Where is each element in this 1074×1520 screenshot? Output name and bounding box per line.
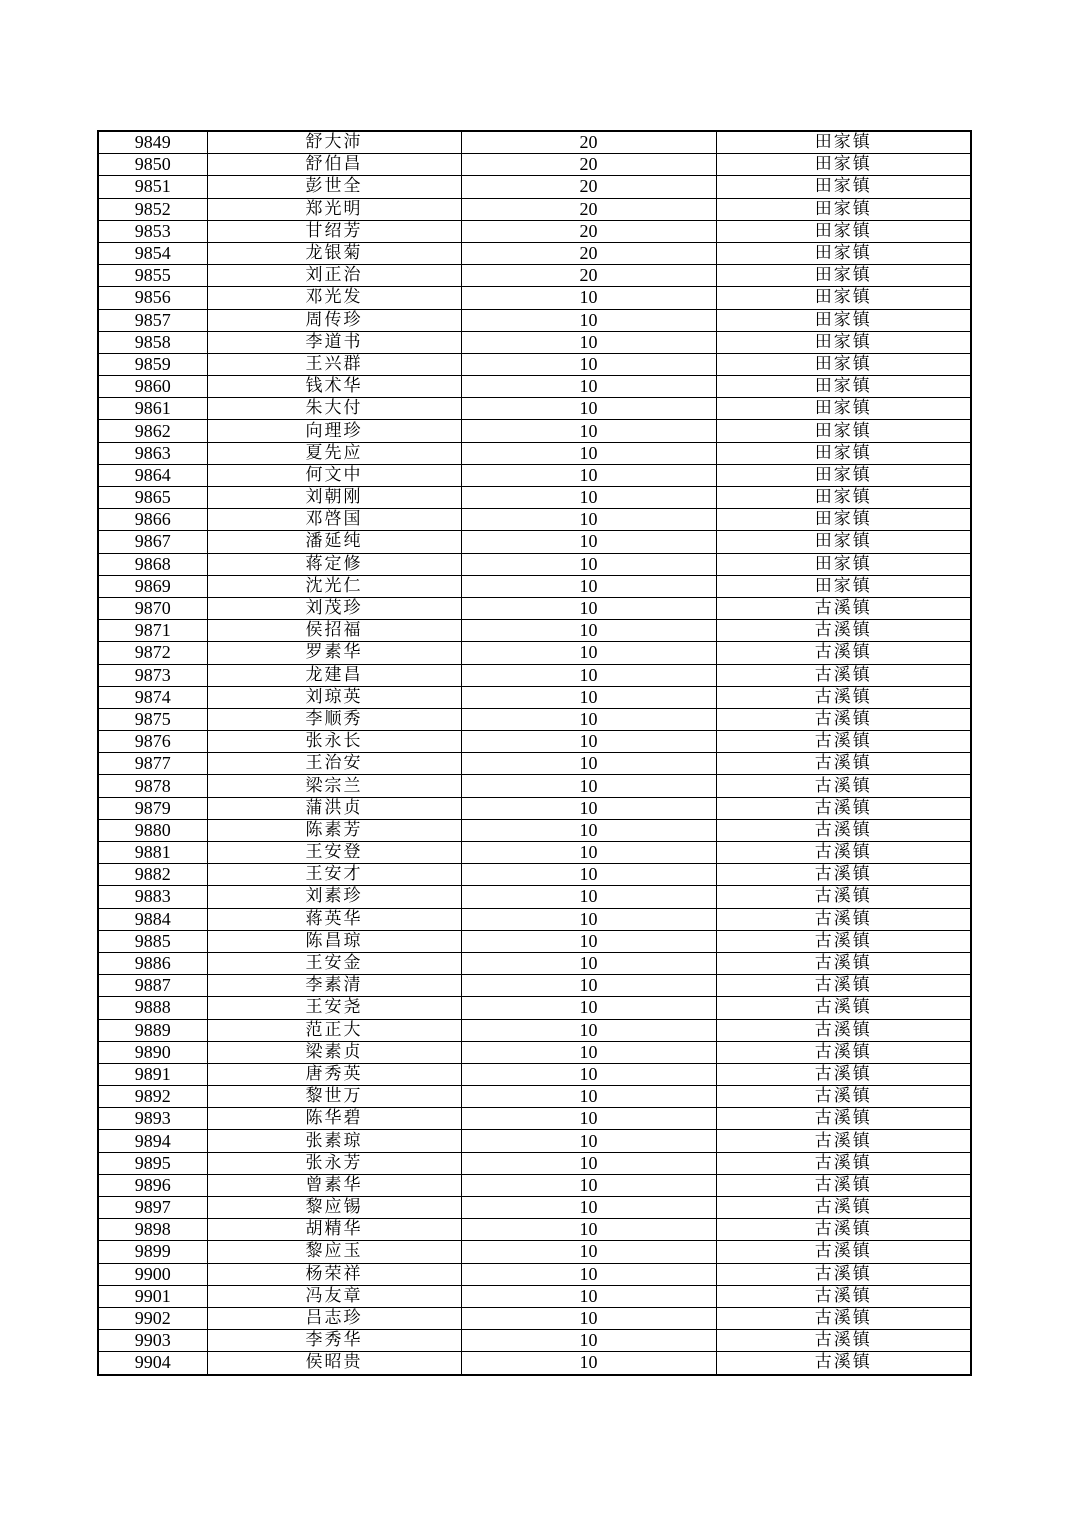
person-name-cell: 刘朝刚 bbox=[207, 487, 461, 509]
person-name-cell: 梁素贞 bbox=[207, 1041, 461, 1063]
row-number-cell: 9862 bbox=[98, 420, 207, 442]
town-cell: 田家镇 bbox=[716, 265, 971, 287]
row-number-cell: 9890 bbox=[98, 1041, 207, 1063]
amount-cell: 20 bbox=[461, 154, 716, 176]
row-number-cell: 9859 bbox=[98, 353, 207, 375]
amount-cell: 10 bbox=[461, 753, 716, 775]
town-cell: 田家镇 bbox=[716, 198, 971, 220]
person-name-cell: 王安登 bbox=[207, 842, 461, 864]
amount-cell: 10 bbox=[461, 908, 716, 930]
amount-cell: 10 bbox=[461, 842, 716, 864]
amount-cell: 10 bbox=[461, 664, 716, 686]
person-name-cell: 杨荣祥 bbox=[207, 1263, 461, 1285]
table-row bbox=[98, 908, 971, 930]
row-number-cell: 9865 bbox=[98, 487, 207, 509]
amount-cell: 10 bbox=[461, 398, 716, 420]
table-row bbox=[98, 842, 971, 864]
amount-cell: 10 bbox=[461, 487, 716, 509]
town-cell: 古溪镇 bbox=[716, 686, 971, 708]
amount-cell: 10 bbox=[461, 1197, 716, 1219]
amount-cell: 10 bbox=[461, 1219, 716, 1241]
amount-cell: 10 bbox=[461, 575, 716, 597]
town-cell: 古溪镇 bbox=[716, 642, 971, 664]
table-row bbox=[98, 1086, 971, 1108]
person-name-cell: 侯昭贵 bbox=[207, 1352, 461, 1375]
town-cell: 古溪镇 bbox=[716, 908, 971, 930]
amount-cell: 10 bbox=[461, 1063, 716, 1085]
person-name-cell: 王兴群 bbox=[207, 353, 461, 375]
person-name-cell: 朱大付 bbox=[207, 398, 461, 420]
town-cell: 古溪镇 bbox=[716, 886, 971, 908]
row-number-cell: 9904 bbox=[98, 1352, 207, 1375]
table-row bbox=[98, 1019, 971, 1041]
person-name-cell: 王安才 bbox=[207, 864, 461, 886]
table-row bbox=[98, 664, 971, 686]
person-name-cell: 王安尧 bbox=[207, 997, 461, 1019]
table-row bbox=[98, 775, 971, 797]
town-cell: 古溪镇 bbox=[716, 708, 971, 730]
person-name-cell: 李顺秀 bbox=[207, 708, 461, 730]
town-cell: 古溪镇 bbox=[716, 842, 971, 864]
amount-cell: 10 bbox=[461, 1241, 716, 1263]
amount-cell: 20 bbox=[461, 242, 716, 264]
person-name-cell: 王治安 bbox=[207, 753, 461, 775]
town-cell: 田家镇 bbox=[716, 398, 971, 420]
town-cell: 古溪镇 bbox=[716, 1019, 971, 1041]
town-cell: 古溪镇 bbox=[716, 1352, 971, 1375]
town-cell: 田家镇 bbox=[716, 176, 971, 198]
town-cell: 田家镇 bbox=[716, 131, 971, 154]
person-name-cell: 刘茂珍 bbox=[207, 597, 461, 619]
table-row bbox=[98, 597, 971, 619]
row-number-cell: 9863 bbox=[98, 442, 207, 464]
table-row bbox=[98, 287, 971, 309]
person-name-cell: 潘延纯 bbox=[207, 531, 461, 553]
row-number-cell: 9851 bbox=[98, 176, 207, 198]
town-cell: 古溪镇 bbox=[716, 1241, 971, 1263]
table-row bbox=[98, 1263, 971, 1285]
amount-cell: 10 bbox=[461, 309, 716, 331]
row-number-cell: 9850 bbox=[98, 154, 207, 176]
amount-cell: 10 bbox=[461, 1263, 716, 1285]
amount-cell: 10 bbox=[461, 376, 716, 398]
person-name-cell: 张永芳 bbox=[207, 1152, 461, 1174]
town-cell: 古溪镇 bbox=[716, 975, 971, 997]
town-cell: 古溪镇 bbox=[716, 819, 971, 841]
row-number-cell: 9885 bbox=[98, 930, 207, 952]
person-name-cell: 甘绍芳 bbox=[207, 220, 461, 242]
town-cell: 古溪镇 bbox=[716, 731, 971, 753]
town-cell: 古溪镇 bbox=[716, 797, 971, 819]
row-number-cell: 9854 bbox=[98, 242, 207, 264]
person-name-cell: 舒伯昌 bbox=[207, 154, 461, 176]
town-cell: 田家镇 bbox=[716, 242, 971, 264]
town-cell: 田家镇 bbox=[716, 353, 971, 375]
row-number-cell: 9878 bbox=[98, 775, 207, 797]
row-number-cell: 9868 bbox=[98, 553, 207, 575]
amount-cell: 10 bbox=[461, 642, 716, 664]
table-row bbox=[98, 797, 971, 819]
table-row bbox=[98, 1219, 971, 1241]
town-cell: 古溪镇 bbox=[716, 597, 971, 619]
amount-cell: 10 bbox=[461, 353, 716, 375]
town-cell: 田家镇 bbox=[716, 509, 971, 531]
town-cell: 古溪镇 bbox=[716, 1086, 971, 1108]
person-name-cell: 张素琼 bbox=[207, 1130, 461, 1152]
table-row bbox=[98, 997, 971, 1019]
person-name-cell: 蒋定修 bbox=[207, 553, 461, 575]
amount-cell: 10 bbox=[461, 1285, 716, 1307]
amount-cell: 10 bbox=[461, 1174, 716, 1196]
row-number-cell: 9876 bbox=[98, 731, 207, 753]
row-number-cell: 9860 bbox=[98, 376, 207, 398]
person-name-cell: 李道书 bbox=[207, 331, 461, 353]
table-row bbox=[98, 952, 971, 974]
table-row bbox=[98, 442, 971, 464]
table-row bbox=[98, 975, 971, 997]
amount-cell: 10 bbox=[461, 1086, 716, 1108]
row-number-cell: 9856 bbox=[98, 287, 207, 309]
row-number-cell: 9852 bbox=[98, 198, 207, 220]
amount-cell: 20 bbox=[461, 220, 716, 242]
town-cell: 田家镇 bbox=[716, 553, 971, 575]
table-row bbox=[98, 198, 971, 220]
row-number-cell: 9899 bbox=[98, 1241, 207, 1263]
amount-cell: 10 bbox=[461, 686, 716, 708]
amount-cell: 10 bbox=[461, 597, 716, 619]
amount-cell: 10 bbox=[461, 952, 716, 974]
person-name-cell: 刘正治 bbox=[207, 265, 461, 287]
amount-cell: 10 bbox=[461, 1108, 716, 1130]
town-cell: 古溪镇 bbox=[716, 1285, 971, 1307]
town-cell: 田家镇 bbox=[716, 309, 971, 331]
amount-cell: 10 bbox=[461, 509, 716, 531]
table-row bbox=[98, 509, 971, 531]
table-row bbox=[98, 1152, 971, 1174]
town-cell: 古溪镇 bbox=[716, 1174, 971, 1196]
person-name-cell: 刘琼英 bbox=[207, 686, 461, 708]
table-row bbox=[98, 753, 971, 775]
person-name-cell: 龙建昌 bbox=[207, 664, 461, 686]
person-name-cell: 陈素芳 bbox=[207, 819, 461, 841]
amount-cell: 10 bbox=[461, 930, 716, 952]
town-cell: 田家镇 bbox=[716, 154, 971, 176]
row-number-cell: 9894 bbox=[98, 1130, 207, 1152]
amount-cell: 10 bbox=[461, 886, 716, 908]
row-number-cell: 9871 bbox=[98, 620, 207, 642]
town-cell: 古溪镇 bbox=[716, 1219, 971, 1241]
town-cell: 田家镇 bbox=[716, 376, 971, 398]
roster-table-body bbox=[98, 131, 971, 1375]
table-row bbox=[98, 464, 971, 486]
row-number-cell: 9849 bbox=[98, 131, 207, 154]
row-number-cell: 9855 bbox=[98, 265, 207, 287]
town-cell: 古溪镇 bbox=[716, 620, 971, 642]
row-number-cell: 9882 bbox=[98, 864, 207, 886]
table-row bbox=[98, 398, 971, 420]
amount-cell: 20 bbox=[461, 131, 716, 154]
row-number-cell: 9857 bbox=[98, 309, 207, 331]
amount-cell: 10 bbox=[461, 442, 716, 464]
person-name-cell: 胡精华 bbox=[207, 1219, 461, 1241]
town-cell: 古溪镇 bbox=[716, 997, 971, 1019]
table-row bbox=[98, 1041, 971, 1063]
person-name-cell: 蒲洪贞 bbox=[207, 797, 461, 819]
town-cell: 田家镇 bbox=[716, 220, 971, 242]
table-row bbox=[98, 930, 971, 952]
row-number-cell: 9886 bbox=[98, 952, 207, 974]
town-cell: 古溪镇 bbox=[716, 1330, 971, 1352]
person-name-cell: 陈昌琼 bbox=[207, 930, 461, 952]
person-name-cell: 夏先应 bbox=[207, 442, 461, 464]
amount-cell: 10 bbox=[461, 531, 716, 553]
person-name-cell: 黎世万 bbox=[207, 1086, 461, 1108]
person-name-cell: 黎应玉 bbox=[207, 1241, 461, 1263]
amount-cell: 10 bbox=[461, 864, 716, 886]
town-cell: 古溪镇 bbox=[716, 1130, 971, 1152]
town-cell: 古溪镇 bbox=[716, 864, 971, 886]
person-name-cell: 范正大 bbox=[207, 1019, 461, 1041]
person-name-cell: 冯友章 bbox=[207, 1285, 461, 1307]
amount-cell: 10 bbox=[461, 1330, 716, 1352]
person-name-cell: 刘素珍 bbox=[207, 886, 461, 908]
amount-cell: 10 bbox=[461, 420, 716, 442]
town-cell: 古溪镇 bbox=[716, 1197, 971, 1219]
amount-cell: 10 bbox=[461, 1152, 716, 1174]
amount-cell: 10 bbox=[461, 1130, 716, 1152]
town-cell: 古溪镇 bbox=[716, 753, 971, 775]
town-cell: 古溪镇 bbox=[716, 1108, 971, 1130]
table-row bbox=[98, 1241, 971, 1263]
person-name-cell: 李素清 bbox=[207, 975, 461, 997]
amount-cell: 10 bbox=[461, 287, 716, 309]
person-name-cell: 王安金 bbox=[207, 952, 461, 974]
person-name-cell: 吕志珍 bbox=[207, 1307, 461, 1329]
row-number-cell: 9875 bbox=[98, 708, 207, 730]
table-row bbox=[98, 686, 971, 708]
row-number-cell: 9867 bbox=[98, 531, 207, 553]
row-number-cell: 9895 bbox=[98, 1152, 207, 1174]
amount-cell: 10 bbox=[461, 553, 716, 575]
person-name-cell: 彭世全 bbox=[207, 176, 461, 198]
person-name-cell: 张永长 bbox=[207, 731, 461, 753]
row-number-cell: 9887 bbox=[98, 975, 207, 997]
row-number-cell: 9874 bbox=[98, 686, 207, 708]
table-row bbox=[98, 731, 971, 753]
row-number-cell: 9870 bbox=[98, 597, 207, 619]
table-row bbox=[98, 1108, 971, 1130]
row-number-cell: 9896 bbox=[98, 1174, 207, 1196]
table-row bbox=[98, 176, 971, 198]
town-cell: 田家镇 bbox=[716, 287, 971, 309]
row-number-cell: 9903 bbox=[98, 1330, 207, 1352]
amount-cell: 10 bbox=[461, 819, 716, 841]
table-row bbox=[98, 242, 971, 264]
row-number-cell: 9900 bbox=[98, 1263, 207, 1285]
town-cell: 田家镇 bbox=[716, 531, 971, 553]
amount-cell: 10 bbox=[461, 975, 716, 997]
row-number-cell: 9889 bbox=[98, 1019, 207, 1041]
amount-cell: 10 bbox=[461, 331, 716, 353]
table-row bbox=[98, 531, 971, 553]
table-row bbox=[98, 1197, 971, 1219]
person-name-cell: 钱术华 bbox=[207, 376, 461, 398]
row-number-cell: 9877 bbox=[98, 753, 207, 775]
row-number-cell: 9884 bbox=[98, 908, 207, 930]
town-cell: 古溪镇 bbox=[716, 1307, 971, 1329]
row-number-cell: 9891 bbox=[98, 1063, 207, 1085]
table-row bbox=[98, 420, 971, 442]
amount-cell: 10 bbox=[461, 1019, 716, 1041]
row-number-cell: 9898 bbox=[98, 1219, 207, 1241]
town-cell: 田家镇 bbox=[716, 487, 971, 509]
person-name-cell: 邓啓国 bbox=[207, 509, 461, 531]
table-row bbox=[98, 1130, 971, 1152]
person-name-cell: 梁宗兰 bbox=[207, 775, 461, 797]
person-name-cell: 舒大沛 bbox=[207, 131, 461, 154]
amount-cell: 10 bbox=[461, 1041, 716, 1063]
table-row bbox=[98, 220, 971, 242]
person-name-cell: 邓光发 bbox=[207, 287, 461, 309]
amount-cell: 10 bbox=[461, 997, 716, 1019]
roster-table bbox=[97, 130, 972, 1376]
table-row bbox=[98, 642, 971, 664]
row-number-cell: 9872 bbox=[98, 642, 207, 664]
person-name-cell: 沈光仁 bbox=[207, 575, 461, 597]
table-row bbox=[98, 309, 971, 331]
row-number-cell: 9881 bbox=[98, 842, 207, 864]
amount-cell: 10 bbox=[461, 775, 716, 797]
town-cell: 古溪镇 bbox=[716, 1063, 971, 1085]
amount-cell: 10 bbox=[461, 620, 716, 642]
row-number-cell: 9901 bbox=[98, 1285, 207, 1307]
table-row bbox=[98, 154, 971, 176]
person-name-cell: 龙银菊 bbox=[207, 242, 461, 264]
table-row bbox=[98, 376, 971, 398]
person-name-cell: 罗素华 bbox=[207, 642, 461, 664]
row-number-cell: 9897 bbox=[98, 1197, 207, 1219]
town-cell: 古溪镇 bbox=[716, 1041, 971, 1063]
table-row bbox=[98, 1063, 971, 1085]
table-row bbox=[98, 819, 971, 841]
amount-cell: 10 bbox=[461, 708, 716, 730]
amount-cell: 10 bbox=[461, 1352, 716, 1375]
person-name-cell: 曾素华 bbox=[207, 1174, 461, 1196]
town-cell: 古溪镇 bbox=[716, 1152, 971, 1174]
row-number-cell: 9892 bbox=[98, 1086, 207, 1108]
row-number-cell: 9883 bbox=[98, 886, 207, 908]
table-row bbox=[98, 487, 971, 509]
row-number-cell: 9893 bbox=[98, 1108, 207, 1130]
person-name-cell: 郑光明 bbox=[207, 198, 461, 220]
table-row bbox=[98, 575, 971, 597]
person-name-cell: 唐秀英 bbox=[207, 1063, 461, 1085]
row-number-cell: 9853 bbox=[98, 220, 207, 242]
town-cell: 古溪镇 bbox=[716, 664, 971, 686]
amount-cell: 10 bbox=[461, 731, 716, 753]
person-name-cell: 周传珍 bbox=[207, 309, 461, 331]
town-cell: 田家镇 bbox=[716, 420, 971, 442]
town-cell: 古溪镇 bbox=[716, 1263, 971, 1285]
amount-cell: 20 bbox=[461, 176, 716, 198]
amount-cell: 10 bbox=[461, 464, 716, 486]
person-name-cell: 李秀华 bbox=[207, 1330, 461, 1352]
amount-cell: 10 bbox=[461, 1307, 716, 1329]
table-row bbox=[98, 353, 971, 375]
person-name-cell: 向理珍 bbox=[207, 420, 461, 442]
table-row bbox=[98, 708, 971, 730]
town-cell: 古溪镇 bbox=[716, 775, 971, 797]
table-row bbox=[98, 265, 971, 287]
amount-cell: 20 bbox=[461, 265, 716, 287]
person-name-cell: 陈华碧 bbox=[207, 1108, 461, 1130]
row-number-cell: 9873 bbox=[98, 664, 207, 686]
town-cell: 田家镇 bbox=[716, 331, 971, 353]
person-name-cell: 蒋英华 bbox=[207, 908, 461, 930]
row-number-cell: 9861 bbox=[98, 398, 207, 420]
town-cell: 古溪镇 bbox=[716, 930, 971, 952]
person-name-cell: 黎应锡 bbox=[207, 1197, 461, 1219]
town-cell: 田家镇 bbox=[716, 442, 971, 464]
row-number-cell: 9880 bbox=[98, 819, 207, 841]
table-row bbox=[98, 553, 971, 575]
amount-cell: 10 bbox=[461, 797, 716, 819]
table-row bbox=[98, 620, 971, 642]
town-cell: 田家镇 bbox=[716, 464, 971, 486]
table-row bbox=[98, 1174, 971, 1196]
table-row bbox=[98, 1352, 971, 1375]
amount-cell: 20 bbox=[461, 198, 716, 220]
table-row bbox=[98, 331, 971, 353]
row-number-cell: 9864 bbox=[98, 464, 207, 486]
row-number-cell: 9888 bbox=[98, 997, 207, 1019]
row-number-cell: 9902 bbox=[98, 1307, 207, 1329]
town-cell: 田家镇 bbox=[716, 575, 971, 597]
person-name-cell: 何文中 bbox=[207, 464, 461, 486]
row-number-cell: 9879 bbox=[98, 797, 207, 819]
town-cell: 古溪镇 bbox=[716, 952, 971, 974]
table-row bbox=[98, 131, 971, 154]
row-number-cell: 9869 bbox=[98, 575, 207, 597]
table-row bbox=[98, 1285, 971, 1307]
row-number-cell: 9858 bbox=[98, 331, 207, 353]
table-row bbox=[98, 1330, 971, 1352]
row-number-cell: 9866 bbox=[98, 509, 207, 531]
table-row bbox=[98, 1307, 971, 1329]
table-row bbox=[98, 886, 971, 908]
table-row bbox=[98, 864, 971, 886]
person-name-cell: 侯招福 bbox=[207, 620, 461, 642]
